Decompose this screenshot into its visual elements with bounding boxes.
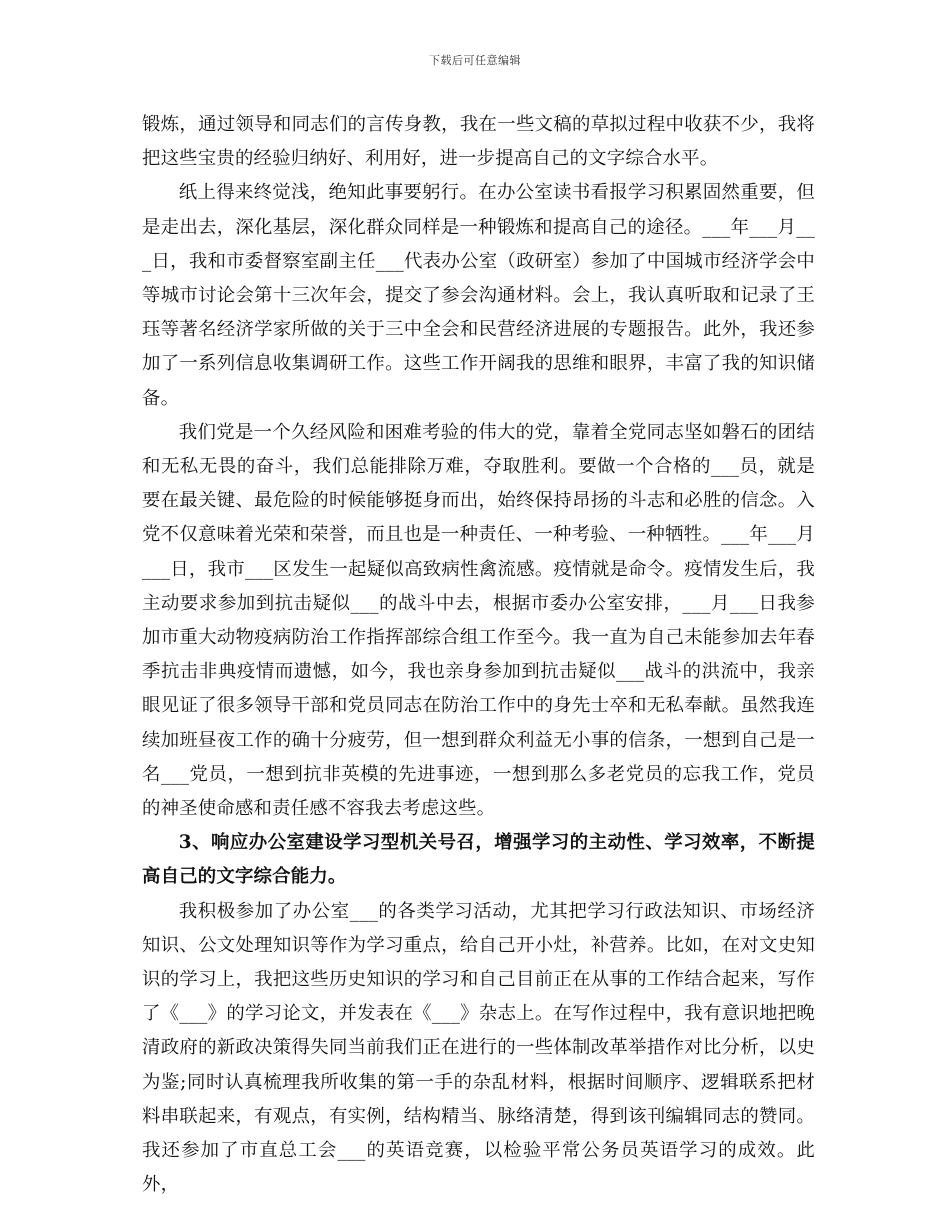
paragraph-practice: 纸上得来终觉浅，绝知此事要躬行。在办公室读书看报学习积累固然重要，但是走出去，深化基层，深化群众同样是一种锻炼和提高自己的途径。___年___月___日，我和市委督察室副主任___代表办公室（政研室）参加了中国城市经济学会中等城市讨论会第十三次年会，提交了参会沟通材料。会上，我认真听取和记录了王珏等著名经济学家所做的关于三中全会和民营经济进展的专题报告。此外，我还参加了一系列信息收集调研工作。这些工作开阔我的思维和眼界，丰富了我的知识储备。 <box>142 182 815 409</box>
section-heading-3: 3、响应办公室建设学习型机关号召，增强学习的主动性、学习效率，不断提高自己的文字综合能力。 <box>142 832 815 888</box>
paragraph-continuation: 锻炼，通过领导和同志们的言传身教，我在一些文稿的草拟过程中收获不少，我将把这些宝贵的经验归纳好、利用好，进一步提高自己的文字综合水平。 <box>142 114 815 170</box>
document-body <box>142 108 815 1203</box>
paragraph-party: 我们党是一个久经风险和困难考验的伟大的党，靠着全党同志坚如磐石的团结和无私无畏的奋斗，我们总能排除万难，夺取胜利。要做一个合格的___员，就是要在最关键、最危险的时候能够挺身而出，始终保持昂扬的斗志和必胜的信念。入党不仅意味着光荣和荣誉，而且也是一种责任、一种考验、一种牺牲。___年___月___日，我市___区发生一起疑似高致病性禽流感。疫情就是命令。疫情发生后，我主动要求参加到抗击疑似___的战斗中去，根据市委办公室安排，___月___日我参加市重大动物疫病防治工作指挥部综合组工作至今。我一直为自己未能参加去年春季抗击非典疫情而遗憾，如今，我也亲身参加到抗击疑似___战斗的洪流中，我亲眼见证了很多领导干部和党员同志在防治工作中的身先士卒和无私奉献。虽然我连续加班昼夜工作的确十分疲劳，但一想到群众利益无小事的信条，一想到自己是一名___党员，一想到抗非英模的先进事迹，一想到那么多老党员的忘我工作，党员的神圣使命感和责任感不容我去考虑这些。 <box>142 421 815 820</box>
paragraph-study: 我积极参加了办公室___的各类学习活动，尤其把学习行政法知识、市场经济知识、公文处理知识等作为学习重点，给自己开小灶，补营养。比如，在对文史知识的学习上，我把这些历史知识的学习和自己目前正在从事的工作结合起来，写作了《___》的学习论文，并发表在《___》杂志上。在写作过程中，我有意识地把晚清政府的新政决策得失同当前我们正在进行的一些体制改革举措作对比分析，以史为鉴;同时认真梳理我所收集的第一手的杂乱材料，根据时间顺序、逻辑联系把材料串联起来，有观点，有实例，结构精当、脉络清楚，得到该刊编辑同志的赞同。我还参加了市直总工会___的英语竞赛，以检验平常公务员英语学习的成效。此外， <box>142 900 815 1196</box>
page-header: 下载后可任意编辑 <box>429 54 521 67</box>
